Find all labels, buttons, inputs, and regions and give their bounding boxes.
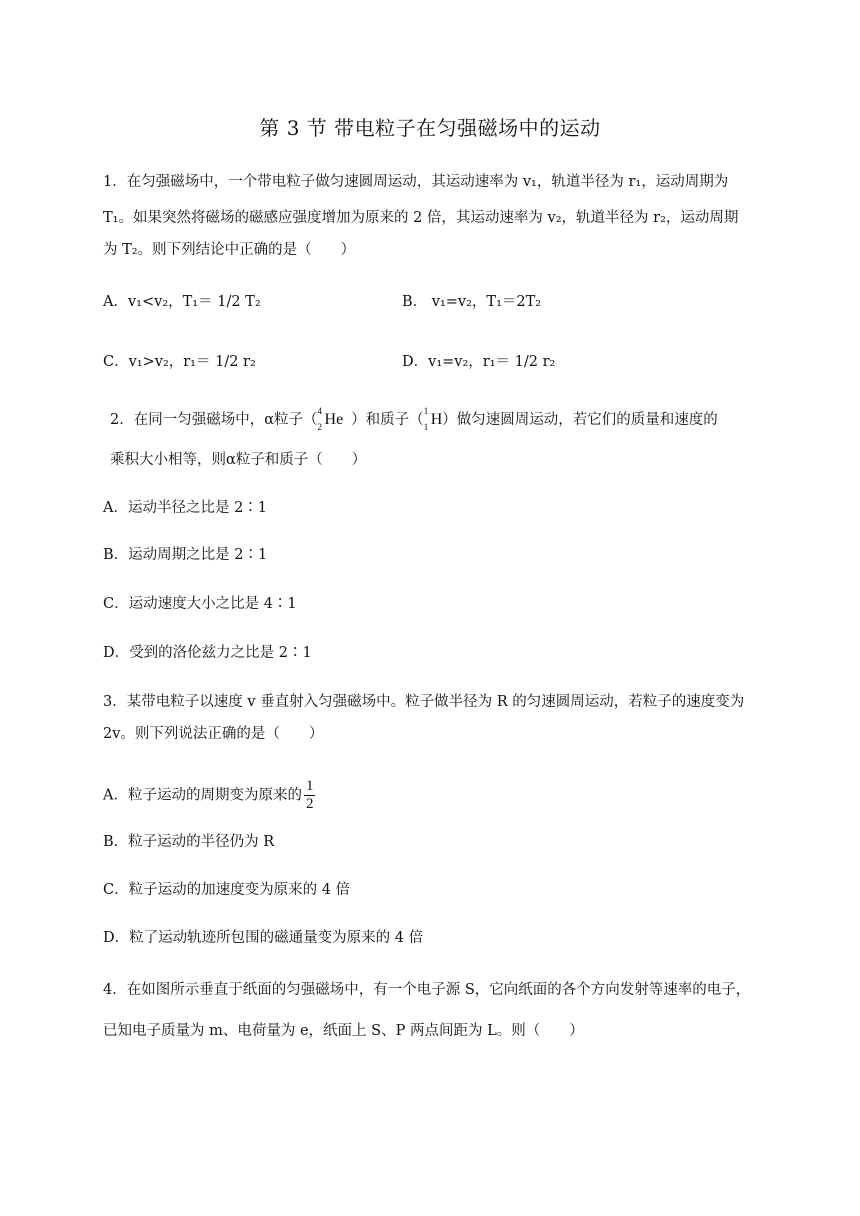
q3-line2: 2v。则下列说法正确的是（ ） <box>103 726 324 742</box>
q1-option-c: C．v₁>v₂，r₁＝ 1/2 r₂ <box>103 354 256 370</box>
q2-line2: 乘积大小相等，则α粒子和质子（ ） <box>110 452 367 468</box>
q3-option-a <box>103 778 317 813</box>
hydrogen-mass-number: 1 <box>423 406 429 416</box>
q1-option-b: B． v₁=v₂，T₁＝2T₂ <box>402 294 542 310</box>
q2-option-b: B．运动周期之比是 2∶1 <box>103 547 268 563</box>
helium-charge-number: 2 <box>317 422 323 432</box>
page-title: 第 3 节 带电粒子在匀强磁场中的运动 <box>259 116 601 140</box>
q2-line1-start: 2．在同一匀强磁场中，α粒子（ <box>110 412 318 428</box>
hydrogen-nuclide <box>423 406 443 432</box>
q4-line2: 已知电子质量为 m、电荷量为 e，纸面上 S、P 两点间距为 L。则（ ） <box>103 1023 584 1039</box>
q1-option-d: D．v₁=v₂，r₁＝ 1/2 r₂ <box>402 354 556 370</box>
q3-line1: 3．某带电粒子以速度 v 垂直射入匀强磁场中。粒子做半径为 R 的匀速圆周运动，若粒子的速度变为 <box>103 694 745 710</box>
q3-option-a-text: A．粒子运动的周期变为原来的 <box>103 787 302 804</box>
q3-option-d: D．粒了运动轨迹所包围的磁通量变为原来的 4 倍 <box>103 930 424 946</box>
fraction-one-half <box>304 778 316 813</box>
q1-line1: 1．在匀强磁场中，一个带电粒子做匀速圆周运动，其运动速率为 v₁，轨道半径为 r₁，运动周期为 <box>103 174 729 190</box>
q1-option-a: A．v₁<v₂，T₁＝ 1/2 T₂ <box>103 294 261 310</box>
q1-line3: 为 T₂。则下列结论中正确的是（ ） <box>103 242 356 258</box>
q2-option-d: D．受到的洛伦兹力之比是 2∶1 <box>103 645 312 661</box>
q4-line1: 4．在如图所示垂直于纸面的匀强磁场中，有一个电子源 S，它向纸面的各个方向发射等速率的电子， <box>103 982 751 998</box>
fraction-numerator: 1 <box>305 778 314 794</box>
hydrogen-symbol: H <box>430 411 443 428</box>
helium-symbol: He <box>324 411 344 428</box>
q2-line1-end: ）做匀速圆周运动，若它们的质量和速度的 <box>442 412 718 428</box>
q3-option-b: B．粒子运动的半径仍为 R <box>103 834 275 850</box>
q1-line2: T₁。如果突然将磁场的磁感应强度增加为原来的 2 倍，其运动速率为 v₂，轨道半径为 r₂，运动周期 <box>103 210 739 226</box>
fraction-denominator: 2 <box>305 796 314 812</box>
q2-line1-mid: ）和质子（ <box>351 412 424 428</box>
helium-nuclide <box>317 406 344 432</box>
q3-option-c: C．粒子运动的加速度变为原来的 4 倍 <box>103 882 351 898</box>
hydrogen-charge-number: 1 <box>423 422 429 432</box>
q2-line1 <box>110 406 718 432</box>
q2-option-c: C．运动速度大小之比是 4∶1 <box>103 596 297 612</box>
q2-option-a: A．运动半径之比是 2∶1 <box>103 500 268 516</box>
helium-mass-number: 4 <box>317 406 323 416</box>
